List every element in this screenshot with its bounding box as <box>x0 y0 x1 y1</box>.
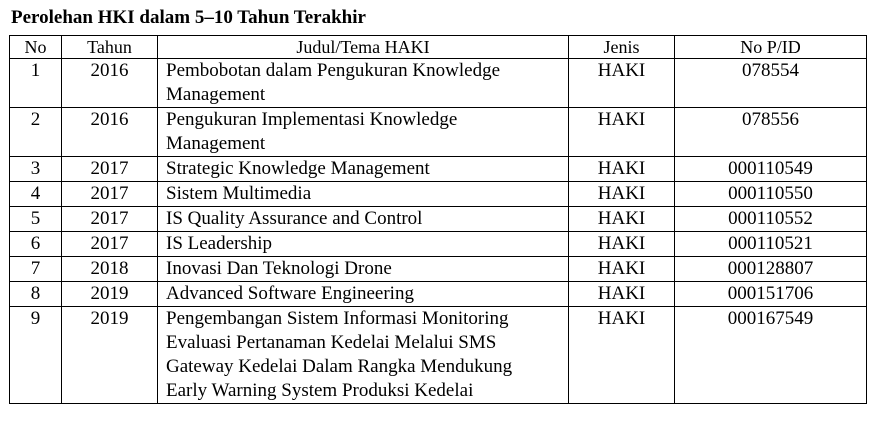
cell-year: 2019 <box>62 282 158 307</box>
cell-type: HAKI <box>569 59 675 108</box>
cell-no: 4 <box>10 182 62 207</box>
cell-title <box>158 207 569 232</box>
cell-title <box>158 157 569 182</box>
cell-type: HAKI <box>569 157 675 182</box>
cell-no: 5 <box>10 207 62 232</box>
cell-no: 1 <box>10 59 62 108</box>
cell-no: 7 <box>10 257 62 282</box>
cell-no: 6 <box>10 232 62 257</box>
cell-id: 000110552 <box>675 207 867 232</box>
header-type: Jenis <box>569 36 675 59</box>
cell-title-line: Management <box>166 133 266 154</box>
cell-title-line: Sistem Multimedia <box>166 183 312 204</box>
cell-title <box>158 307 569 404</box>
cell-type: HAKI <box>569 108 675 157</box>
header-no: No <box>10 36 62 59</box>
cell-title-line: IS Leadership <box>166 233 273 254</box>
table-row <box>10 108 867 157</box>
cell-title-line: Pengukuran Implementasi Knowledge <box>166 109 458 130</box>
cell-title-line: IS Quality Assurance and Control <box>166 208 423 229</box>
cell-no: 8 <box>10 282 62 307</box>
cell-title-line: Early Warning System Produksi Kedelai <box>166 380 474 401</box>
cell-id: 000110550 <box>675 182 867 207</box>
cell-title-line: Evaluasi Pertanaman Kedelai Melalui SMS <box>166 332 497 353</box>
cell-year: 2017 <box>62 157 158 182</box>
cell-type: HAKI <box>569 282 675 307</box>
cell-title-line: Gateway Kedelai Dalam Rangka Mendukung <box>166 356 513 377</box>
cell-no: 2 <box>10 108 62 157</box>
cell-title <box>158 232 569 257</box>
header-id: No P/ID <box>675 36 867 59</box>
cell-title-line: Management <box>166 84 266 105</box>
cell-title-line: Pengembangan Sistem Informasi Monitoring <box>166 308 509 329</box>
cell-id: 000110549 <box>675 157 867 182</box>
cell-type: HAKI <box>569 232 675 257</box>
cell-title <box>158 182 569 207</box>
cell-id: 078554 <box>675 59 867 108</box>
cell-type: HAKI <box>569 182 675 207</box>
table-row <box>10 59 867 108</box>
table-row <box>10 232 867 257</box>
cell-id: 000128807 <box>675 257 867 282</box>
cell-type: HAKI <box>569 207 675 232</box>
table-row <box>10 182 867 207</box>
cell-title <box>158 108 569 157</box>
cell-year: 2017 <box>62 232 158 257</box>
cell-title <box>158 282 569 307</box>
cell-id: 000110521 <box>675 232 867 257</box>
cell-title-line: Strategic Knowledge Management <box>166 158 430 179</box>
table-row <box>10 207 867 232</box>
cell-id: 000151706 <box>675 282 867 307</box>
cell-year: 2016 <box>62 108 158 157</box>
header-title: Judul/Tema HAKI <box>158 36 569 59</box>
cell-type: HAKI <box>569 257 675 282</box>
cell-title-line: Pembobotan dalam Pengukuran Knowledge <box>166 60 501 81</box>
cell-year: 2019 <box>62 307 158 404</box>
table-header-row <box>10 36 867 59</box>
hki-table <box>9 35 867 404</box>
cell-title-line: Inovasi Dan Teknologi Drone <box>166 258 392 279</box>
header-year: Tahun <box>62 36 158 59</box>
table-row <box>10 157 867 182</box>
table-row <box>10 257 867 282</box>
cell-no: 9 <box>10 307 62 404</box>
table-row <box>10 282 867 307</box>
cell-year: 2016 <box>62 59 158 108</box>
table-row <box>10 307 867 404</box>
cell-year: 2017 <box>62 207 158 232</box>
cell-id: 000167549 <box>675 307 867 404</box>
cell-year: 2017 <box>62 182 158 207</box>
cell-id: 078556 <box>675 108 867 157</box>
cell-type: HAKI <box>569 307 675 404</box>
cell-title-line: Advanced Software Engineering <box>166 283 414 304</box>
cell-no: 3 <box>10 157 62 182</box>
cell-title <box>158 257 569 282</box>
table-body <box>10 59 867 404</box>
cell-year: 2018 <box>62 257 158 282</box>
cell-title <box>158 59 569 108</box>
document-title: Perolehan HKI dalam 5–10 Tahun Terakhir <box>11 7 366 28</box>
